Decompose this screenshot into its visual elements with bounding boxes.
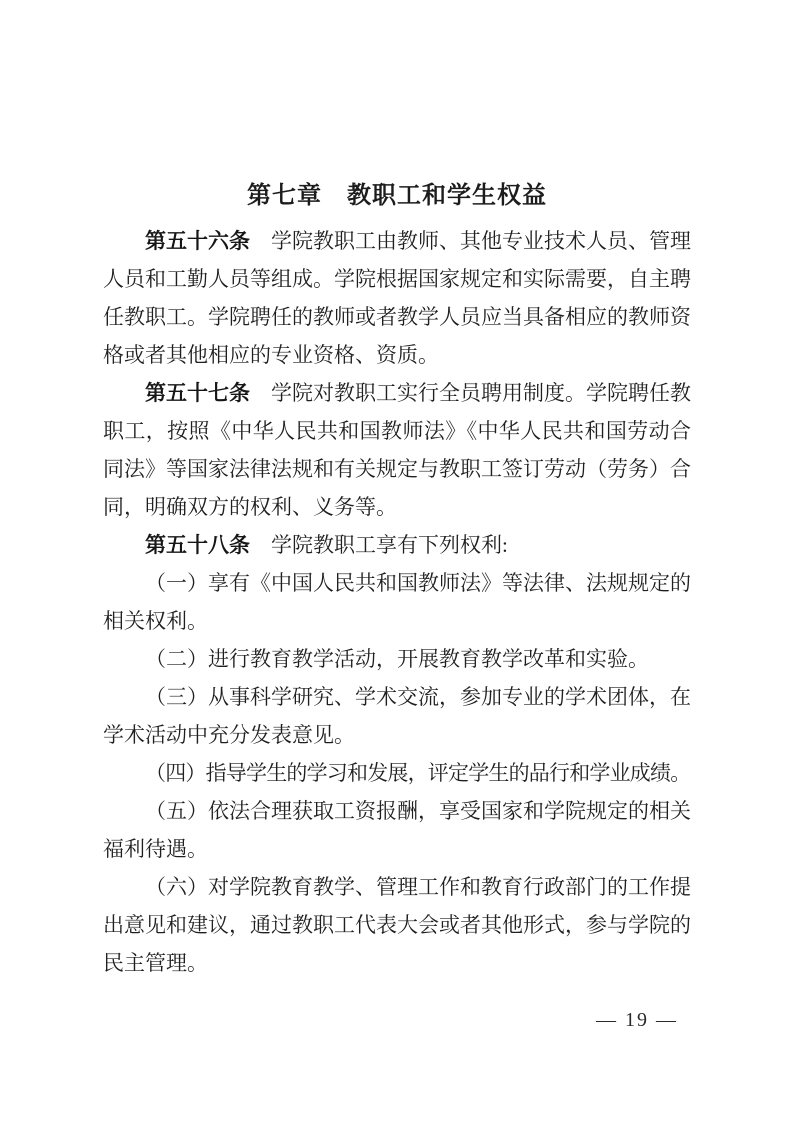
paragraph: （五）依法合理获取工资报酬，享受国家和学院规定的相关福利待遇。: [103, 799, 691, 861]
paragraph: （六）对学院教育教学、管理工作和教育行政部门的工作提出意见和建议，通过教职工代表大会或者其他形式，参与学院的民主管理。: [103, 875, 691, 975]
article-number: 第五十七条: [145, 381, 250, 405]
chapter-heading: 第七章 教职工和学生权益: [247, 182, 547, 209]
paragraph: （一）享有《中国人民共和国教师法》等法律、法规规定的相关权利。: [103, 571, 691, 633]
paragraph: 第五十六条 学院教职工由教师、其他专业技术人员、管理人员和工勤人员等组成。学院根据国家规定和实际需要，自主聘任教职工。学院聘任的教师或者教学人员应当具备相应的教师资格或者其他相应的专业资格、资质。: [103, 229, 691, 367]
page-number: [596, 1007, 678, 1033]
article-number: 第五十八条: [145, 533, 250, 557]
paragraph: （三）从事科学研究、学术交流，参加专业的学术团体，在学术活动中充分发表意见。: [103, 685, 691, 747]
paragraph: 第五十七条 学院对教职工实行全员聘用制度。学院聘任教职工，按照《中华人民共和国教师法》《中华人民共和国劳动合同法》等国家法律法规和有关规定与教职工签订劳动（劳务）合同，明确双方的权利、义务等。: [103, 381, 691, 519]
paragraph-list: [103, 222, 691, 982]
document-body: [103, 181, 691, 982]
page-number-text: — 19 —: [596, 1009, 678, 1031]
paragraph: （四）指导学生的学习和发展，评定学生的品行和学业成绩。: [145, 761, 691, 785]
paragraph: 第五十八条 学院教职工享有下列权利:: [145, 533, 508, 557]
article-number: 第五十六条: [145, 229, 250, 253]
paragraph: （二）进行教育教学活动，开展教育教学改革和实验。: [145, 647, 649, 671]
